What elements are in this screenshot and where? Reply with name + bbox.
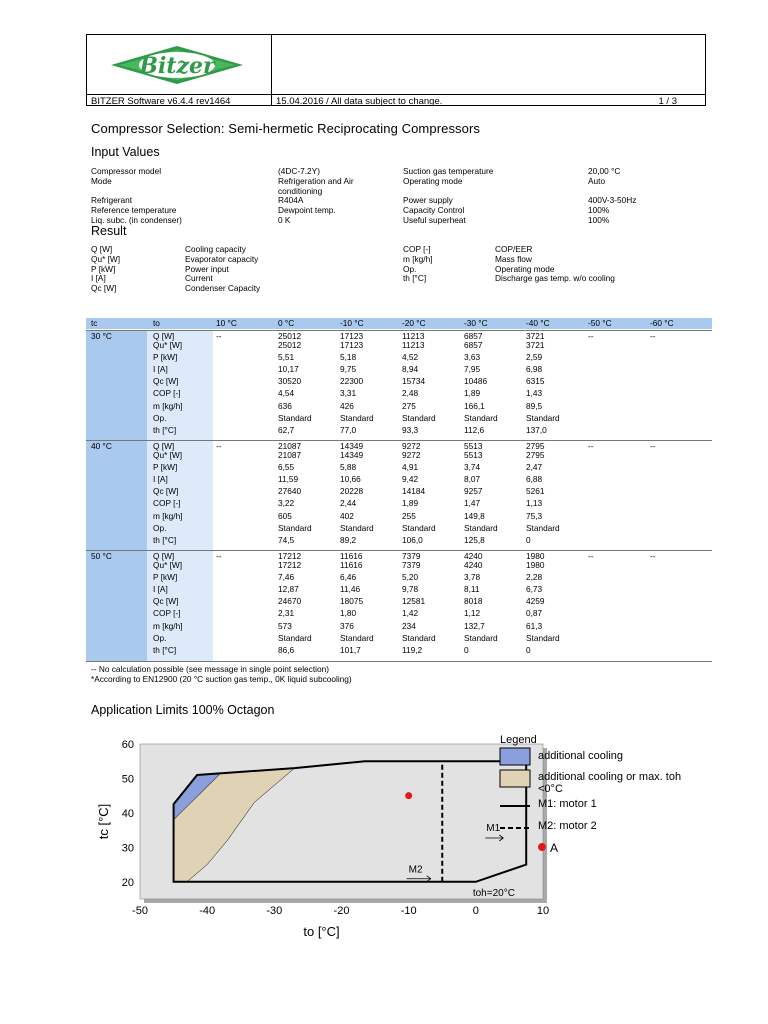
table-cell: 4,91 [402, 462, 419, 473]
table-cell: Standard [402, 522, 436, 533]
row-label: Op. [153, 412, 167, 423]
table-cell: 8018 [464, 596, 483, 607]
x-tick-label: -50 [132, 905, 148, 917]
table-cell: 9272 [402, 441, 421, 451]
table-cell: 234 [402, 620, 416, 631]
table-cell: Standard [464, 632, 498, 643]
tc-column-fill [86, 331, 147, 441]
row-label: COP [-] [153, 388, 181, 399]
table-cell: 166,1 [464, 400, 485, 411]
legend-label-additional-cooling: additional cooling [538, 750, 624, 762]
table-cell: 86,6 [278, 644, 295, 655]
tc-value: 30 °C [91, 331, 112, 341]
table-cell: 2,48 [402, 388, 419, 399]
table-cell: 7,46 [278, 572, 295, 583]
input-label: Liq. subc. (in condenser) [91, 215, 182, 225]
table-cell: 4240 [464, 560, 483, 570]
table-cell: 7,95 [464, 364, 481, 375]
table-cell: 4,52 [402, 352, 419, 363]
row-label: I [A] [153, 364, 168, 375]
table-cell: 255 [402, 510, 416, 521]
y-tick-label: 40 [121, 807, 134, 820]
table-column-header: 0 °C [278, 318, 295, 328]
table-cell: 137,0 [526, 424, 547, 435]
table-cell: 18075 [340, 596, 364, 607]
table-cell: 75,3 [526, 510, 543, 521]
no-calc-marker: -- [650, 441, 656, 451]
no-calc-marker: -- [216, 551, 222, 561]
header-rule [87, 94, 705, 95]
table-column-header: -10 °C [340, 318, 364, 328]
table-cell: 573 [278, 620, 292, 631]
table-cell: 101,7 [340, 644, 361, 655]
table-cell: 21087 [278, 441, 302, 451]
table-cell: 24670 [278, 596, 302, 607]
y-tick-label: 20 [121, 876, 134, 889]
table-cell: 5,18 [340, 352, 357, 363]
input-value: Refrigeration and Air [278, 175, 354, 186]
result-symbol: Q [W] [91, 244, 113, 254]
no-calc-marker: -- [650, 551, 656, 561]
point-a [405, 792, 412, 799]
result-description: Mass flow [495, 253, 532, 264]
table-cell: Standard [526, 412, 560, 423]
input-values-heading: Input Values [91, 145, 160, 159]
table-cell: Standard [340, 522, 374, 533]
table-cell: 93,3 [402, 424, 419, 435]
result-symbol: COP [-] [403, 244, 431, 254]
row-label: th [°C] [153, 644, 177, 655]
legend-label-a: A [550, 841, 559, 855]
table-cell: 9,75 [340, 364, 357, 375]
input-value: 100% [588, 215, 610, 225]
row-label: COP [-] [153, 608, 181, 619]
result-description: Operating mode [495, 263, 555, 274]
input-label: Refrigerant [91, 195, 133, 206]
input-value: conditioning [278, 185, 323, 196]
result-description: COP/EER [495, 244, 533, 254]
table-cell: 1,80 [340, 608, 357, 619]
table-cell: 2,31 [278, 608, 295, 619]
result-symbol: P [kW] [91, 263, 116, 274]
table-cell: 106,0 [402, 534, 423, 545]
row-label: Qu* [W] [153, 450, 183, 460]
table-cell: 62,7 [278, 424, 295, 435]
table-column-header: -50 °C [588, 318, 612, 328]
legend-label-additional-cooling-toh-line2: <0°C [538, 783, 563, 795]
y-tick-label: 50 [121, 773, 134, 786]
table-cell: Standard [340, 412, 374, 423]
table-cell: 5513 [464, 441, 483, 451]
table-cell: 112,6 [464, 424, 485, 435]
y-tick-label: 30 [121, 842, 134, 855]
x-tick-label: 0 [472, 905, 479, 917]
row-label: Qc [W] [153, 596, 179, 607]
row-label: P [kW] [153, 572, 178, 583]
input-label: Suction gas temperature [403, 166, 494, 176]
table-cell: 21087 [278, 450, 302, 460]
note-en12900: *According to EN12900 (20 °C suction gas temp., 0K liquid subcooling) [91, 674, 352, 684]
row-label: th [°C] [153, 424, 177, 435]
no-calc-marker: -- [216, 441, 222, 451]
input-label: Operating mode [403, 175, 463, 186]
table-cell: 5513 [464, 450, 483, 460]
tc-column-fill [86, 551, 147, 661]
table-cell: 426 [340, 400, 354, 411]
no-calc-marker: -- [588, 331, 594, 341]
table-cell: 15734 [402, 376, 426, 387]
table-cell: 89,5 [526, 400, 543, 411]
table-column-header: -30 °C [464, 318, 488, 328]
table-cell: 5,51 [278, 352, 295, 363]
table-cell: 14184 [402, 486, 426, 497]
table-cell: 12,87 [278, 584, 299, 595]
table-cell: 11,59 [278, 474, 299, 485]
table-cell: 11213 [402, 331, 425, 341]
table-cell: 1,42 [402, 608, 419, 619]
table-cell: Standard [402, 412, 436, 423]
table-cell: 8,94 [402, 364, 419, 375]
table-cell: 1,89 [402, 498, 419, 509]
table-cell: 14349 [340, 441, 364, 451]
table-cell: 61,3 [526, 620, 543, 631]
table-cell: 10,17 [278, 364, 299, 375]
legend-swatch-additional-cooling-toh [500, 770, 530, 787]
legend-label-additional-cooling-toh-line1: additional cooling or max. toh [538, 771, 682, 783]
table-cell: 11616 [340, 551, 363, 561]
row-label: Q [W] [153, 441, 175, 451]
table-cell: 11616 [340, 560, 363, 570]
table-cell: 9257 [464, 486, 483, 497]
row-label: Qc [W] [153, 376, 179, 387]
table-cell: 1,12 [464, 608, 481, 619]
tc-column-fill [86, 441, 147, 551]
result-symbol: Op. [403, 263, 417, 274]
table-cell: 25012 [278, 331, 302, 341]
table-cell: 3,78 [464, 572, 481, 583]
table-cell: 30520 [278, 376, 302, 387]
input-value: 400V-3-50Hz [588, 195, 637, 206]
table-cell: 1,13 [526, 498, 543, 509]
table-header-bar [86, 318, 712, 329]
table-cell: 6315 [526, 376, 545, 387]
table-cell: Standard [278, 412, 312, 423]
row-label: Qc [W] [153, 486, 179, 497]
row-label: COP [-] [153, 498, 181, 509]
no-calc-marker: -- [216, 331, 222, 341]
result-symbol: th [°C] [403, 273, 427, 284]
annotation-m2: M2 [408, 864, 423, 876]
table-cell: 2,59 [526, 352, 543, 363]
table-cell: 3,74 [464, 462, 481, 473]
table-cell: 275 [402, 400, 416, 411]
legend-swatch-additional-cooling [500, 748, 530, 765]
note-no-calc: -- No calculation possible (see message in single point selection) [91, 664, 329, 674]
table-column-header: 10 °C [216, 318, 237, 328]
chart-title: Application Limits 100% Octagon [91, 703, 275, 717]
x-tick-label: -30 [266, 905, 283, 917]
input-value: R404A [278, 195, 304, 206]
result-description: Current [185, 273, 213, 284]
result-description: Condenser Capacity [185, 283, 261, 294]
software-version: BITZER Software v6.4.4 rev1464 [91, 96, 231, 107]
table-cell: 20228 [340, 486, 364, 497]
bitzer-logo [109, 43, 245, 87]
x-tick-label: -20 [333, 905, 350, 917]
table-cell: 7379 [402, 560, 421, 570]
tc-value: 40 °C [91, 441, 112, 451]
table-cell: 8,11 [464, 584, 480, 595]
table-cell: 89,2 [340, 534, 357, 545]
table-cell: 4240 [464, 551, 483, 561]
table-cell: 17212 [278, 560, 302, 570]
no-calc-marker: -- [650, 331, 656, 341]
table-cell: 2,44 [340, 498, 357, 509]
svg-text:Bitzer: Bitzer [139, 53, 215, 79]
table-cell: 5261 [526, 486, 545, 497]
table-cell: 2795 [526, 441, 545, 451]
table-cell: 605 [278, 510, 292, 521]
result-symbol: I [A] [91, 273, 106, 284]
table-cell: 402 [340, 510, 354, 521]
table-cell: Standard [464, 522, 498, 533]
table-column-header: -20 °C [402, 318, 426, 328]
annotation-toh: toh=20°C [472, 888, 515, 900]
table-cell: 9,42 [402, 474, 419, 485]
table-cell: 2795 [526, 450, 545, 460]
result-heading: Result [91, 224, 127, 238]
table-cell: 6,55 [278, 462, 295, 473]
x-axis-label: to [°C] [303, 924, 340, 939]
input-label: Reference temperature [91, 205, 177, 216]
table-cell: 74,5 [278, 534, 295, 545]
y-axis-label: tc [°C] [96, 803, 111, 840]
table-cell: 3,63 [464, 352, 481, 363]
result-symbol: Qu* [W] [91, 253, 121, 264]
row-label: P [kW] [153, 352, 178, 363]
result-symbol: Qc [W] [91, 283, 117, 294]
table-cell: 119,2 [402, 644, 423, 655]
result-description: Discharge gas temp. w/o cooling [495, 273, 615, 284]
table-bottom-rule [86, 661, 712, 662]
y-tick-label: 60 [121, 739, 134, 751]
no-calc-marker: -- [588, 551, 594, 561]
annotation-m1: M1 [486, 823, 501, 834]
table-cell: 636 [278, 400, 292, 411]
legend-label-m2: M2: motor 2 [538, 820, 597, 832]
table-cell: 0,87 [526, 608, 543, 619]
table-cell: 3721 [526, 340, 545, 350]
legend-title: Legend [500, 734, 537, 746]
row-label: P [kW] [153, 462, 178, 473]
table-cell: 14349 [340, 450, 364, 460]
table-cell: 9,78 [402, 584, 419, 595]
group-separator [86, 550, 712, 551]
table-cell: 3,31 [340, 388, 357, 399]
table-cell: 6,73 [526, 584, 543, 595]
no-calc-marker: -- [588, 441, 594, 451]
table-cell: Standard [340, 632, 374, 643]
row-label: Q [W] [153, 331, 175, 341]
table-column-header: -60 °C [650, 318, 674, 328]
row-label: Q [W] [153, 551, 175, 561]
input-value: (4DC-7.2Y) [278, 166, 320, 176]
table-cell: 17123 [340, 331, 364, 341]
input-label: Compressor model [91, 166, 162, 176]
table-cell: 10486 [464, 376, 488, 387]
table-cell: 12581 [402, 596, 426, 607]
input-value: Auto [588, 175, 606, 186]
input-label: Useful superheat [403, 215, 466, 225]
table-cell: 1980 [526, 551, 545, 561]
table-cell: 6,46 [340, 572, 357, 583]
table-cell: 77,0 [340, 424, 357, 435]
table-cell: 0 [526, 644, 531, 655]
row-label: I [A] [153, 584, 168, 595]
table-cell: 1,43 [526, 388, 543, 399]
table-cell: Standard [278, 522, 312, 533]
header-box [86, 34, 706, 106]
table-cell: 149,8 [464, 510, 485, 521]
table-cell: 4259 [526, 596, 545, 607]
table-cell: 7379 [402, 551, 421, 561]
row-label: m [kg/h] [153, 400, 183, 411]
table-cell: Standard [464, 412, 498, 423]
table-cell: 11,46 [340, 584, 361, 595]
table-cell: 11213 [402, 340, 425, 350]
table-cell: 376 [340, 620, 354, 631]
table-cell: 0 [526, 534, 531, 545]
row-label: I [A] [153, 474, 168, 485]
table-cell: 2,47 [526, 462, 543, 473]
table-cell: 4,54 [278, 388, 295, 399]
row-label: Qu* [W] [153, 560, 183, 570]
table-cell: 6,88 [526, 474, 543, 485]
table-cell: 10,66 [340, 474, 361, 485]
x-tick-label: 10 [536, 905, 550, 917]
row-label: Qu* [W] [153, 340, 183, 350]
row-label: Op. [153, 522, 167, 533]
input-value: 20,00 °C [588, 166, 621, 176]
table-cell: 27640 [278, 486, 302, 497]
page-number: 1 / 3 [658, 96, 677, 107]
table-cell: 25012 [278, 340, 302, 350]
date-note: 15.04.2016 / All data subject to change. [276, 96, 443, 107]
page-title: Compressor Selection: Semi-hermetic Reciprocating Compressors [91, 121, 481, 136]
row-label: Op. [153, 632, 167, 643]
table-cell: Standard [278, 632, 312, 643]
legend-label-m1: M1: motor 1 [538, 798, 597, 810]
table-cell: Standard [402, 632, 436, 643]
input-value: Dewpoint temp. [278, 205, 336, 216]
result-description: Cooling capacity [185, 244, 246, 254]
input-value: 0 K [278, 215, 291, 225]
table-cell: Standard [526, 632, 560, 643]
table-cell: 5,20 [402, 572, 419, 583]
table-cell: 6857 [464, 340, 483, 350]
table-cell: 3721 [526, 331, 545, 341]
table-column-header: -40 °C [526, 318, 550, 328]
table-cell: Standard [526, 522, 560, 533]
x-tick-label: -10 [400, 905, 417, 917]
table-cell: 9272 [402, 450, 421, 460]
input-label: Power supply [403, 195, 453, 206]
table-cell: 132,7 [464, 620, 485, 631]
tc-value: 50 °C [91, 551, 112, 561]
table-cell: 1980 [526, 560, 545, 570]
table-cell: 6,98 [526, 364, 543, 375]
table-cell: 17212 [278, 551, 302, 561]
table-cell: 6857 [464, 331, 483, 341]
table-cell: 5,88 [340, 462, 357, 473]
result-symbol: m [kg/h] [403, 253, 433, 264]
table-cell: 8,07 [464, 474, 481, 485]
row-label: m [kg/h] [153, 620, 183, 631]
table-cell: 22300 [340, 376, 364, 387]
table-column-header: to [153, 318, 160, 328]
legend-marker-a [538, 843, 546, 851]
group-separator [86, 440, 712, 441]
x-tick-label: -40 [199, 905, 216, 917]
input-value: 100% [588, 205, 610, 216]
row-label: m [kg/h] [153, 510, 183, 521]
table-cell: 1,47 [464, 498, 481, 509]
input-label: Mode [91, 175, 112, 186]
table-cell: 0 [464, 644, 469, 655]
table-cell: 1,89 [464, 388, 481, 399]
row-label: th [°C] [153, 534, 177, 545]
result-description: Power input [185, 263, 229, 274]
table-column-header: tc [91, 318, 98, 328]
table-cell: 3,22 [278, 498, 295, 509]
table-cell: 17123 [340, 340, 364, 350]
table-cell: 2,28 [526, 572, 543, 583]
input-label: Capacity Control [403, 205, 465, 216]
application-limits-chart [80, 730, 720, 950]
group-separator [86, 330, 712, 331]
result-description: Evaporator capacity [185, 253, 259, 264]
table-cell: 125,8 [464, 534, 485, 545]
